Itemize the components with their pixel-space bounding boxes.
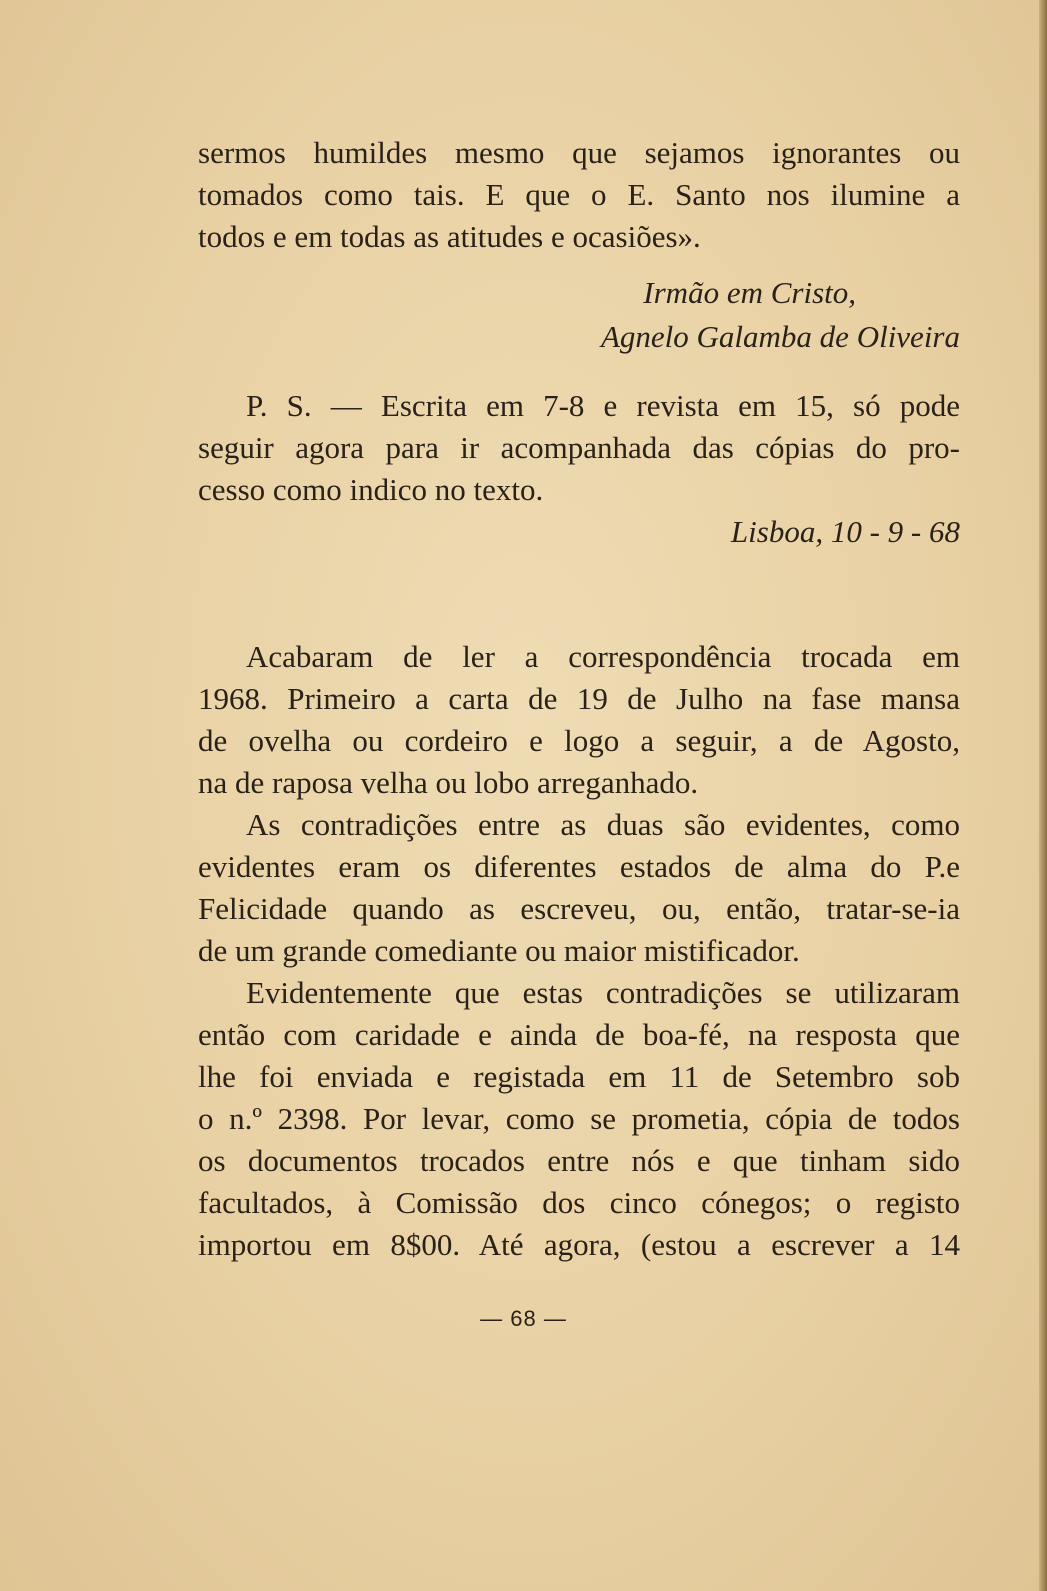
text-line: todos e em todas as atitudes e ocasiões». [198, 219, 701, 254]
text-line: As contradições entre as duas são evidentes, como [246, 807, 960, 842]
signature-name: Agnelo Galamba de Oliveira [600, 319, 960, 354]
text-line: o n.º 2398. Por levar, como se prometia, cópia de todos [198, 1101, 960, 1136]
text-line: na de raposa velha ou lobo arreganhado. [198, 765, 699, 800]
text-line: Evidentemente que estas contradições se utilizaram [246, 975, 960, 1010]
text-line: seguir agora para ir acompanhada das cópias do pro- [198, 430, 960, 465]
text-line: P. S. — Escrita em 7-8 e revista em 15, só pode [246, 388, 960, 423]
text-line: de ovelha ou cordeiro e logo a seguir, a de Agosto, [198, 723, 960, 758]
text-line: tomados como tais. E que o E. Santo nos ilumine a [198, 177, 960, 212]
text-line: facultados, à Comissão dos cinco cónegos; o registo [198, 1185, 960, 1220]
text-line: de um grande comediante ou maior mistificador. [198, 933, 800, 968]
text-line: 1968. Primeiro a carta de 19 de Julho na fase mansa [198, 681, 960, 716]
text-line: os documentos trocados entre nós e que tinham sido [198, 1143, 960, 1178]
text-line: sermos humildes mesmo que sejamos ignorantes ou [198, 135, 960, 170]
place-date: Lisboa, 10 - 9 - 68 [730, 514, 960, 549]
text-line: então com caridade e ainda de boa-fé, na resposta que [198, 1017, 960, 1052]
text-line: lhe foi enviada e registada em 11 de Setembro sob [198, 1059, 960, 1094]
closing-salutation: Irmão em Cristo, [643, 275, 856, 310]
text-line: evidentes eram os diferentes estados de alma do P.e [198, 849, 960, 884]
text-line: Felicidade quando as escreveu, ou, então, tratar-se-ia [198, 891, 960, 926]
text-line: cesso como indico no texto. [198, 472, 544, 507]
text-line: importou em 8$00. Até agora, (estou a escrever a 14 [198, 1227, 960, 1262]
page-edge-shadow [1039, 0, 1047, 1591]
page-number: — 68 — [480, 1306, 567, 1331]
text-line: Acabaram de ler a correspondência trocada em [246, 639, 960, 674]
